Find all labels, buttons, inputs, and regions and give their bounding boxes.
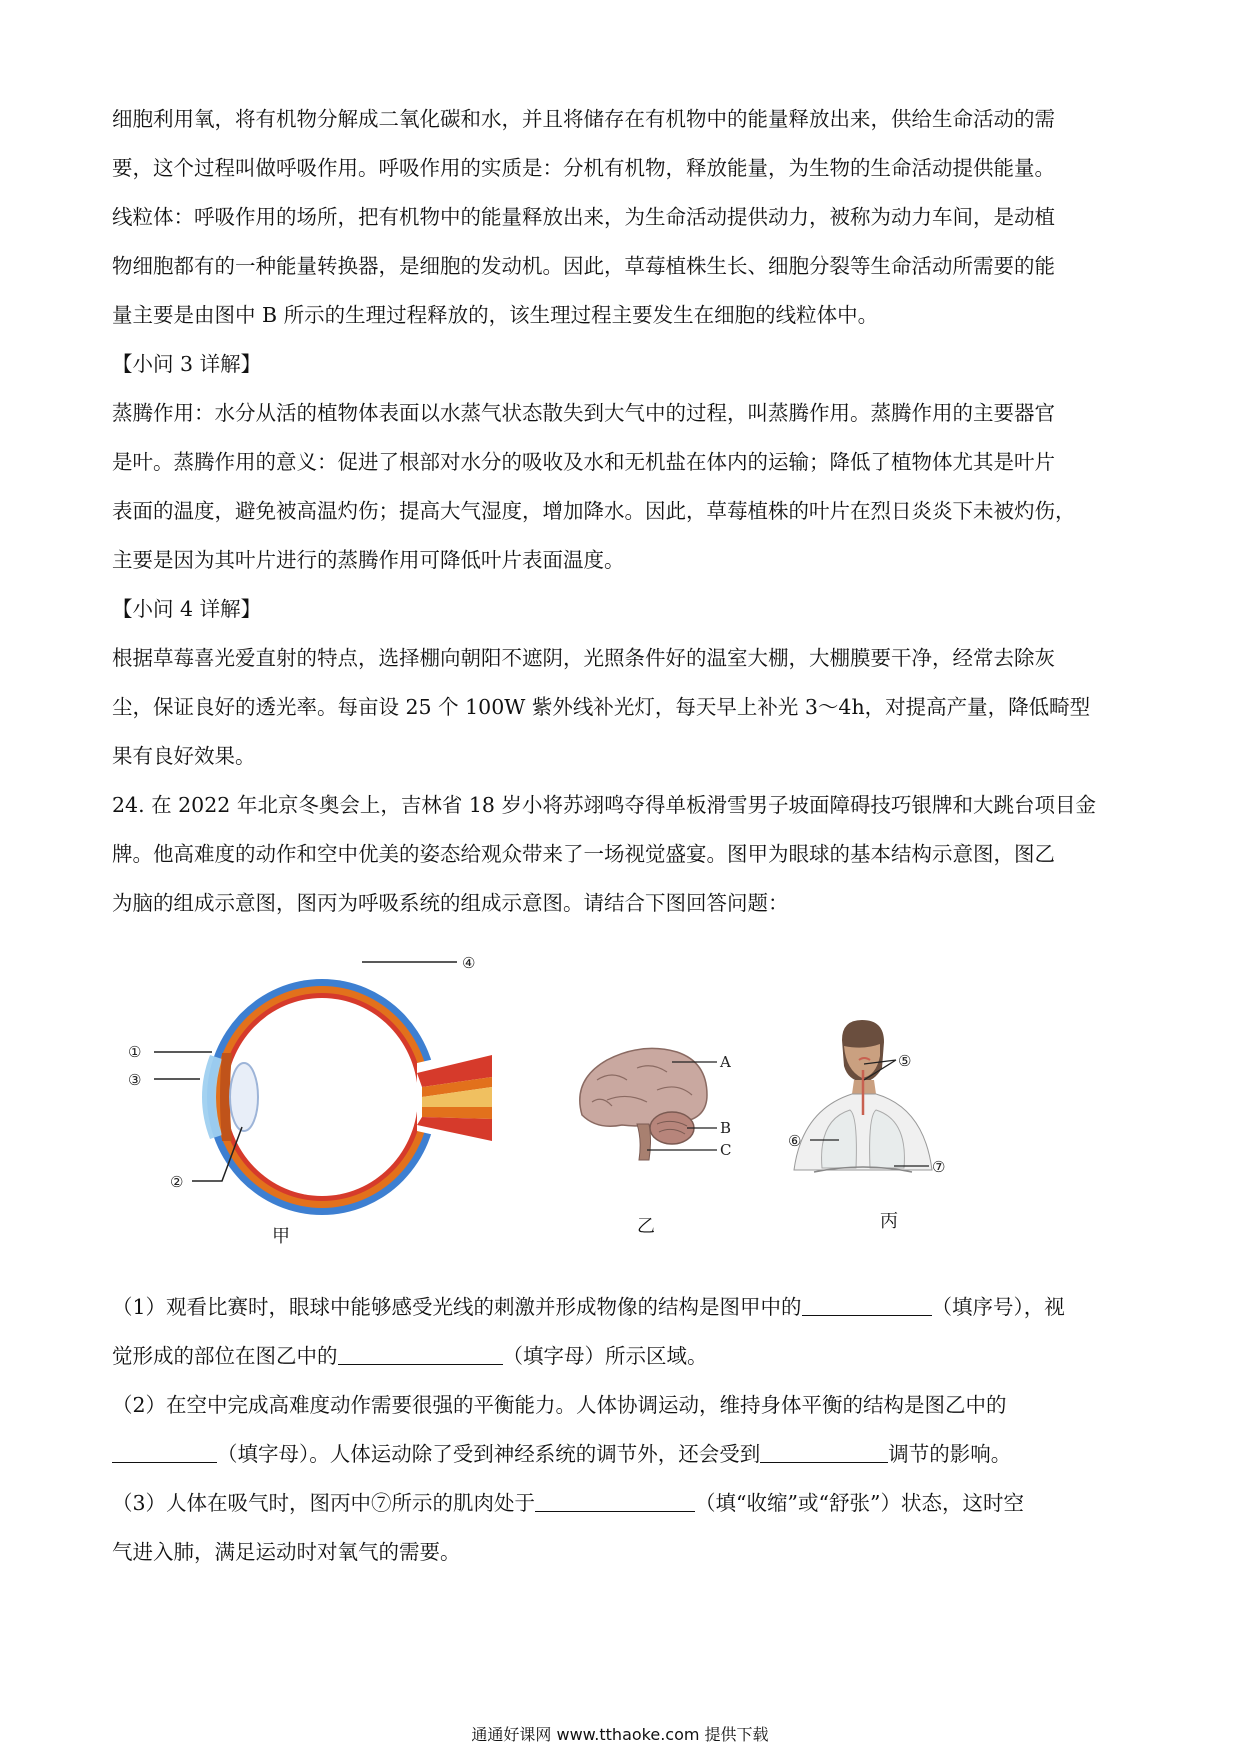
paragraph-respiration [112, 95, 1128, 340]
eye-label-4: ④ [462, 954, 476, 972]
eye-label-1: ① [128, 1043, 142, 1061]
text-line: 果有良好效果。 [112, 744, 256, 768]
page-footer: 通通好课网 www.tthaoke.com 提供下载 [471, 1725, 769, 1744]
question-line [112, 1479, 1128, 1528]
question-text: （填“收缩”或“舒张”）状态，这时空 [695, 1491, 1024, 1515]
brain-label-b: B [720, 1119, 732, 1137]
question-text: （填序号），视 [931, 1295, 1065, 1319]
question-24-stem [112, 781, 1128, 928]
text-line: 量主要是由图中 B 所示的生理过程释放的，该生理过程主要发生在细胞的线粒体中。 [112, 303, 879, 327]
brain-diagram [567, 1040, 767, 1170]
text-line: 蒸腾作用：水分从活的植物体表面以水蒸气状态散失到大气中的过程，叫蒸腾作用。蒸腾作用的主要器官 [112, 401, 1055, 425]
lung-label-7: ⑦ [932, 1158, 946, 1176]
question-line [112, 1283, 1128, 1332]
text-line: 线粒体：呼吸作用的场所，把有机物中的能量释放出来，为生命活动提供动力，被称为动力车间，是动植 [112, 205, 1055, 229]
text-line: 是叶。蒸腾作用的意义：促进了根部对水分的吸收及水和无机盐在体内的运输；降低了植物体尤其是叶片 [112, 450, 1055, 474]
section-heading-4: 【小问 4 详解】 [112, 597, 262, 621]
question-text: （填字母）。人体运动除了受到神经系统的调节外，还会受到 [217, 1442, 761, 1466]
question-text: （1）观看比赛时，眼球中能够感受光线的刺激并形成物像的结构是图甲中的 [112, 1295, 802, 1319]
question-2 [112, 1381, 1128, 1479]
question-1 [112, 1283, 1128, 1381]
eye-label-2: ② [170, 1173, 184, 1191]
text-line: 表面的温度，避免被高温灼伤；提高大气湿度，增加降水。因此，草莓植株的叶片在烈日炎炎下未被灼伤， [112, 499, 1076, 523]
answer-blank[interactable] [760, 1440, 888, 1463]
brain-label-a: A [720, 1053, 731, 1071]
section-heading-3: 【小问 3 详解】 [112, 352, 262, 376]
text-line: 细胞利用氧，将有机物分解成二氧化碳和水，并且将储存在有机物中的能量释放出来，供给生命活动的需 [112, 107, 1055, 131]
text-line: 为脑的组成示意图，图丙为呼吸系统的组成示意图。请结合下图回答问题： [112, 891, 789, 915]
brain-label-c: C [720, 1141, 732, 1159]
question-3 [112, 1479, 1128, 1577]
text-line: 尘，保证良好的透光率。每亩设 25 个 100W 紫外线补光灯，每天早上补光 3～4h，对提高产量，降低畸型 [112, 695, 1091, 719]
paragraph-greenhouse [112, 634, 1128, 781]
question-text: （3）人体在吸气时，图丙中⑦所示的肌肉处于 [112, 1491, 536, 1515]
text-line: 要，这个过程叫做呼吸作用。呼吸作用的实质是：分机有机物，释放能量，为生物的生命活动提供能量。 [112, 156, 1055, 180]
brain-caption: 乙 [637, 1216, 655, 1237]
text-line: 物细胞都有的一种能量转换器，是细胞的发动机。因此，草莓植株生长、细胞分裂等生命活动所需要的能 [112, 254, 1055, 278]
question-text: 觉形成的部位在图乙中的 [112, 1344, 338, 1368]
lungs-caption: 丙 [880, 1211, 898, 1232]
question-line: 气进入肺，满足运动时对氧气的需要。 [112, 1540, 461, 1564]
question-line [112, 1430, 1128, 1479]
text-line: 根据草莓喜光爱直射的特点，选择棚向朝阳不遮阴，光照条件好的温室大棚，大棚膜要干净，经常去除灰 [112, 646, 1055, 670]
text-line: 牌。他高难度的动作和空中优美的姿态给观众带来了一场视觉盛宴。图甲为眼球的基本结构示意图，图乙 [112, 842, 1055, 866]
question-line: （2）在空中完成高难度动作需要很强的平衡能力。人体协调运动，维持身体平衡的结构是图乙中的 [112, 1393, 1007, 1417]
eye-caption: 甲 [272, 1226, 290, 1247]
answer-blank[interactable] [802, 1293, 932, 1316]
respiratory-diagram [784, 1020, 974, 1190]
question-text: 调节的影响。 [888, 1442, 1012, 1466]
question-text: （填字母）所示区域。 [502, 1344, 708, 1368]
text-line: 24. 在 2022 年北京冬奥会上，吉林省 18 岁小将苏翊鸣夺得单板滑雪男子坡面障碍技巧银牌和大跳台项目金 [112, 793, 1096, 817]
text-line: 主要是因为其叶片进行的蒸腾作用可降低叶片表面温度。 [112, 548, 625, 572]
answer-blank[interactable] [112, 1440, 217, 1463]
figure-panel [112, 935, 1128, 1255]
question-line [112, 1332, 1128, 1381]
lung-label-6: ⑥ [788, 1132, 802, 1150]
lung-label-5: ⑤ [898, 1052, 912, 1070]
answer-blank[interactable] [535, 1489, 695, 1512]
paragraph-transpiration [112, 389, 1128, 585]
eye-label-3: ③ [128, 1071, 142, 1089]
answer-blank[interactable] [338, 1342, 503, 1365]
eye-diagram [122, 935, 522, 1235]
